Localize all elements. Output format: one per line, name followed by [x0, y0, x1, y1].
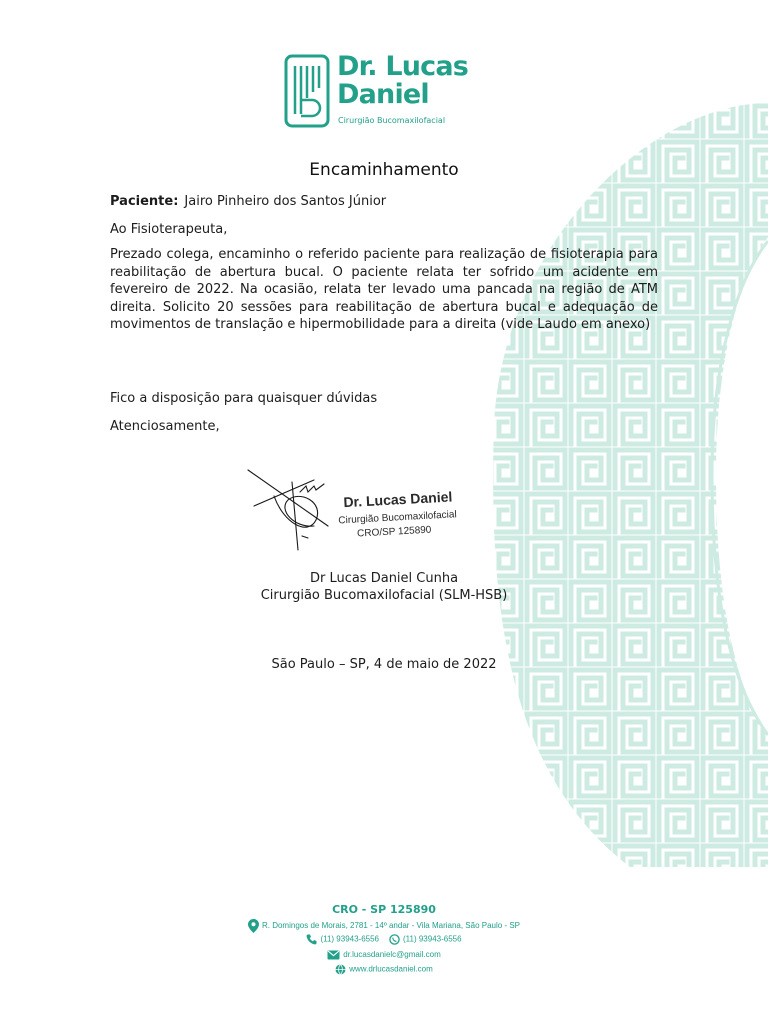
footer-phones	[0, 934, 768, 945]
whatsapp-icon	[389, 934, 400, 945]
stamp-line3: CRO/SP 125890	[356, 524, 432, 540]
patient-line	[110, 193, 658, 211]
logo-mark-icon	[284, 54, 330, 128]
phone1-text: (11) 93943-6556	[320, 934, 379, 944]
footer-address	[0, 919, 768, 933]
footer-cro: CRO - SP 125890	[332, 903, 436, 916]
footer-email	[0, 950, 768, 960]
footer-website	[0, 964, 768, 975]
doctor-stamp	[337, 488, 458, 540]
stamp-line2: Cirurgião Bucomaxilofacial	[338, 509, 457, 527]
document-title: Encaminhamento	[309, 160, 459, 180]
location-pin-icon	[248, 919, 259, 933]
logo-name-line1: Dr. Lucas	[337, 51, 469, 82]
greeting: Ao Fisioterapeuta,	[110, 222, 228, 237]
website-text[interactable]: www.drlucasdaniel.com	[349, 964, 433, 974]
patient-name: Jairo Pinheiro dos Santos Júnior	[184, 194, 387, 209]
email-icon	[327, 950, 340, 960]
phone-icon	[306, 934, 317, 945]
stamp-line1: Dr. Lucas Daniel	[343, 488, 453, 511]
email-text[interactable]: dr.lucasdanielc@gmail.com	[343, 950, 441, 960]
brand-logo	[284, 51, 494, 130]
patient-label: Paciente:	[110, 194, 179, 209]
globe-icon	[335, 964, 346, 975]
phone2-text: (11) 93943-6556	[403, 934, 462, 944]
place-date: São Paulo – SP, 4 de maio de 2022	[271, 657, 497, 672]
logo-subtitle: Cirurgião Bucomaxilofacial	[338, 116, 446, 125]
logo-name-line2: Daniel	[337, 79, 429, 110]
signature-stamp	[244, 466, 474, 558]
signer-name: Dr Lucas Daniel Cunha	[309, 571, 459, 586]
signer-block	[0, 570, 768, 604]
greek-key-watermark	[480, 95, 768, 875]
logo-name	[337, 53, 468, 109]
referral-paragraph: Prezado colega, encaminho o referido paciente para realização de fisioterapia para reabilitação de abertura bucal. O paciente relata ter sofrido um acidente em fevereiro de 2022. Na ocasião, relata ter levado uma pancada na região de ATM direita. Solicito 20 sessões para reabilitação de abertura bucal e adequação de movimentos de translação e hipermobilidade para a direita (vide Laudo em anexo)	[110, 247, 658, 332]
closing-line-1: Fico a disposição para quaisquer dúvidas	[110, 391, 378, 406]
signer-role: Cirurgião Bucomaxilofacial (SLM-HSB)	[260, 588, 508, 603]
closing-line-2: Atenciosamente,	[110, 419, 220, 434]
address-text: R. Domingos de Morais, 2781 - 14º andar - Vila Mariana, São Paulo - SP	[261, 921, 520, 931]
handwritten-signature	[248, 470, 328, 550]
